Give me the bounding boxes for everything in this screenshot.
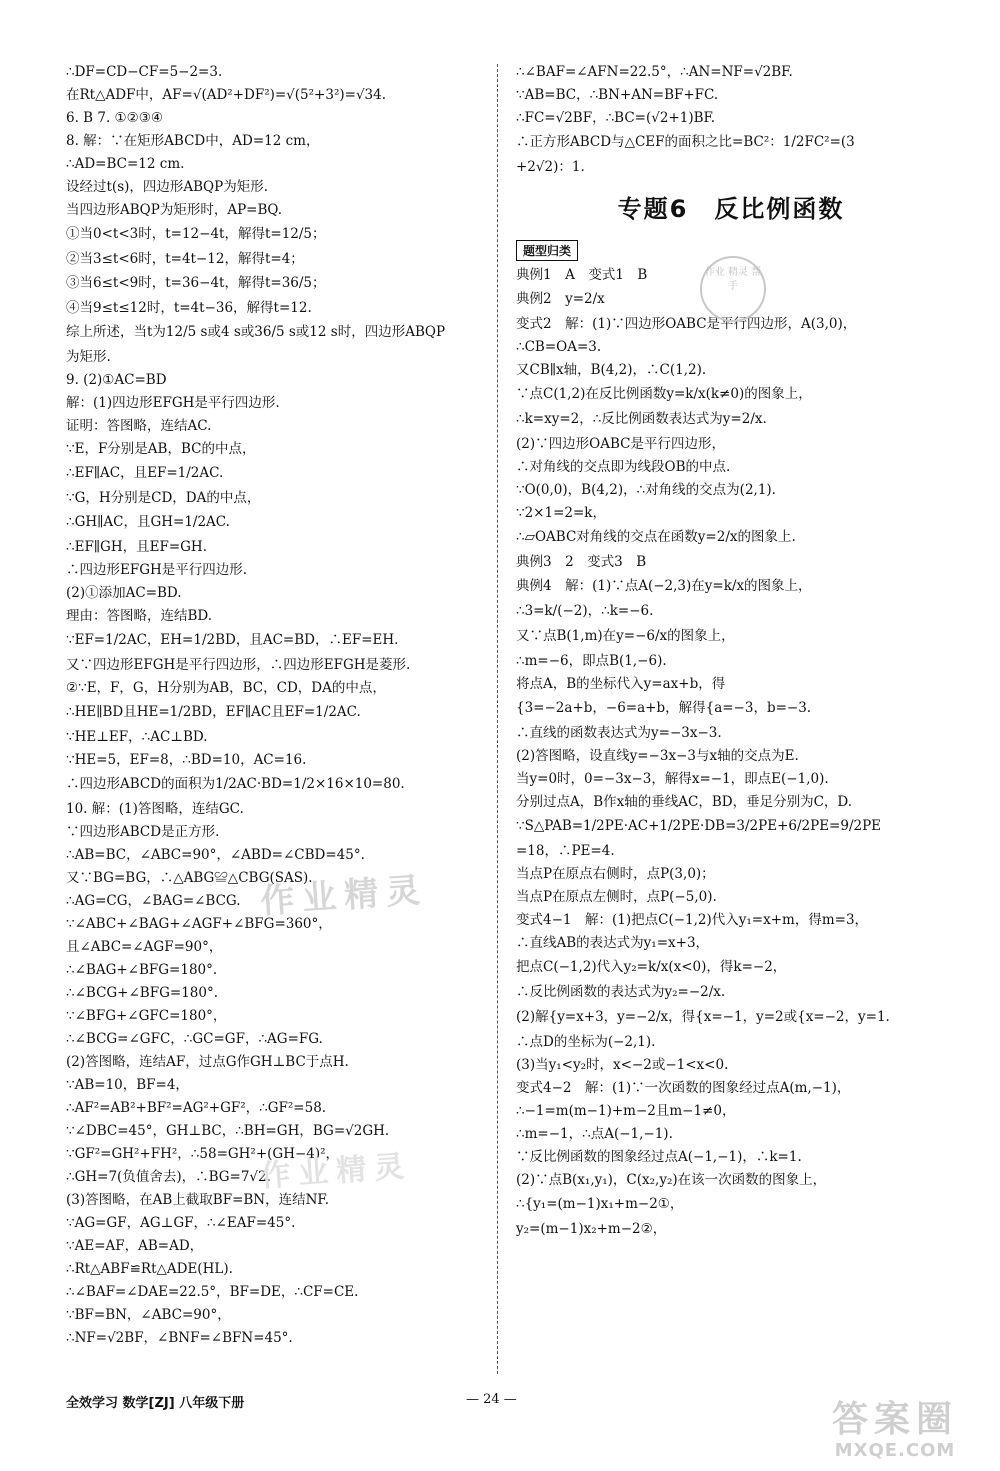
text-line: ∴∠BAF=∠AFN=22.5°，∴AN=NF=√2BF. — [516, 64, 793, 80]
text-line: ∵2×1=2=k， — [516, 505, 606, 521]
text-line: ∵O(0,0)，B(4,2)，∴对角线的交点为(2,1). — [516, 482, 776, 498]
text-line: ∴点D的坐标为(−2,1). — [516, 1034, 656, 1050]
section-tag: 题型归类 — [516, 240, 578, 261]
text-line: ∴DF=CD−CF=5−2=3. — [66, 64, 223, 80]
watermark-stamp: 作业 精灵 帮手 — [700, 256, 766, 322]
text-line: 又CB∥x轴，B(4,2)，∴C(1,2). — [516, 362, 707, 378]
text-line: 变式4−2 解：(1)∵一次函数的图象经过点A(m,−1)， — [516, 1080, 851, 1096]
text-line: ∵四边形ABCD是正方形. — [66, 824, 220, 840]
text-line: ③当6≤t<9时，t=36−4t，解得t=36/5； — [66, 275, 326, 291]
text-line: 变式4−1 解：(1)把点C(−1,2)代入y₁=x+m，得m=3， — [516, 912, 869, 928]
text-line: ②当3≤t<6时，t=4t−12，解得t=4； — [66, 251, 304, 267]
text-line: 9. (2)①AC=BD — [66, 372, 167, 388]
section-title: 专题6 反比例函数 — [617, 195, 845, 223]
text-line: ∵AB=10，BF=4， — [66, 1077, 189, 1093]
text-line: ∵∠BFG+∠GFC=180°， — [66, 1008, 227, 1024]
text-line: ∴四边形ABCD的面积为1/2AC·BD=1/2×16×10=80. — [66, 776, 405, 792]
text-line: 当点P在原点右侧时，点P(3,0)； — [516, 866, 715, 882]
text-line: (3)答图略，在AB上截取BF=BN，连结NF. — [66, 1192, 329, 1208]
text-line: 10. 解：(1)答图略，连结GC. — [66, 801, 244, 817]
text-line: ∴3=k/(−2)，∴k=−6. — [516, 603, 654, 619]
text-line: (2)答图略，设直线y=−3x−3与x轴的交点为E. — [516, 748, 799, 764]
text-line: ∴FC=√2BF，∴BC=(√2+1)BF. — [516, 110, 716, 126]
text-line: 当四边形ABQP为矩形时，AP=BQ. — [66, 202, 283, 218]
text-line: (3)当y₁<y₂时，x<−2或−1<x<0. — [516, 1057, 729, 1073]
watermark-url: MXQE.COM — [834, 1440, 956, 1461]
text-line: ∴EF∥AC，且EF=1/2AC. — [66, 465, 224, 481]
text-line: ∴GH=7(负值舍去)，∴BG=7√2. — [66, 1169, 271, 1185]
text-line: 把点C(−1,2)代入y₂=k/x(x<0)，得k=−2， — [516, 959, 787, 975]
text-line: ∴对角线的交点即为线段OB的中点. — [516, 459, 731, 475]
text-line: 将点A，B的坐标代入y=ax+b，得 — [516, 676, 726, 692]
page-number: — 24 — — [466, 1392, 517, 1407]
text-line: 当点P在原点左侧时，点P(−5,0). — [516, 889, 717, 905]
text-line: ∴k=xy=2，∴反比例函数表达式为y=2/x. — [516, 411, 767, 427]
text-line: ①当0<t<3时，t=12−4t，解得t=12/5； — [66, 226, 326, 242]
text-line: ∴AB=BC，∠ABC=90°，∠ABD=∠CBD=45°. — [66, 847, 365, 863]
text-line: ∴四边形EFGH是平行四边形. — [66, 562, 248, 578]
text-line: ∵G，H分别是CD，DA的中点， — [66, 490, 261, 506]
text-line: 证明：答图略，连结AC. — [66, 418, 212, 434]
text-line: 解：(1)四边形EFGH是平行四边形. — [66, 395, 280, 411]
watermark-text: 作业精灵 — [259, 1148, 414, 1195]
text-line: (2)①添加AC=BD. — [66, 585, 182, 601]
text-line: ∴NF=√2BF，∠BNF=∠BFN=45°. — [66, 1330, 293, 1346]
text-line: ∴∠BCG+∠BFG=180°. — [66, 985, 219, 1001]
text-line: 典例2 y=2/x — [516, 291, 605, 307]
text-line: {3=−2a+b，−6=a+b，解得{a=−3，b=−3. — [516, 700, 812, 716]
text-line: 设经过t(s)，四边形ABQP为矩形. — [66, 179, 268, 195]
text-line: ∴m=−6，即点B(1,−6). — [516, 653, 667, 669]
text-line: ∵HE⊥EF，∴AC⊥BD. — [66, 729, 208, 745]
text-line: ∴−1=m(m−1)+m−2且m−1≠0， — [516, 1103, 736, 1119]
text-line: ∵EF=1/2AC，EH=1/2BD，且AC=BD，∴EF=EH. — [66, 632, 399, 648]
text-line: y₂=(m−1)x₂+m−2②， — [516, 1221, 667, 1237]
text-line: 当y=0时，0=−3x−3，解得x=−1，即点E(−1,0). — [516, 771, 829, 787]
text-line: 典例1 A 变式1 B — [516, 267, 648, 283]
text-line: 分别过点A，B作x轴的垂线AC，BD，垂足分别为C，D. — [516, 794, 853, 810]
text-line: ∴{y₁=(m−1)x₁+m−2①， — [516, 1196, 684, 1212]
text-line: ∵反比例函数的图象经过点A(−1,−1)，∴k=1. — [516, 1149, 802, 1165]
text-line: ∵AB=BC，∴BN+AN=BF+FC. — [516, 87, 719, 103]
text-line: ∴GH∥AC，且GH=1/2AC. — [66, 514, 230, 530]
text-line: ∴Rt△ABF≌Rt△ADE(HL). — [66, 1261, 233, 1277]
text-line: ④当9≤t≤12时，t=4t−36，解得t=12. — [66, 300, 312, 316]
text-line: ∵E，F分别是AB，BC的中点， — [66, 441, 256, 457]
text-line: ∴EF∥GH，且EF=GH. — [66, 539, 207, 555]
text-line: 又∵四边形EFGH是平行四边形，∴四边形EFGH是菱形. — [66, 657, 411, 673]
watermark-logo-text: 答案圈 — [831, 1399, 958, 1440]
text-line: 典例3 2 变式3 B — [516, 554, 647, 570]
text-line: 且∠ABC=∠AGF=90°， — [66, 939, 223, 955]
text-line: ∴反比例函数的表达式为y₂=−2/x. — [516, 984, 726, 1000]
text-line: ∵BF=BN，∠ABC=90°， — [66, 1307, 231, 1323]
right-column-top — [516, 64, 946, 179]
text-line: ∴正方形ABCD与△CEF的面积之比=BC²：1/2FC²=(3 — [516, 134, 855, 150]
text-line: ∵AG=GF，AG⊥GF，∴∠EAF=45°. — [66, 1215, 296, 1231]
text-line: 6. B 7. ①②③④ — [66, 110, 163, 126]
right-column — [516, 64, 946, 1244]
text-line: ∴HE∥BD且HE=1/2BD，EF∥AC且EF=1/2AC. — [66, 704, 361, 720]
text-line: 变式2 解：(1)∵四边形OABC是平行四边形，A(3,0)， — [516, 316, 857, 332]
text-line: (2)解{y=x+3，y=−2/x，得{x=−1，y=2或{x=−2，y=1. — [516, 1009, 890, 1025]
text-line: ∵GF²=GH²+FH²，∴58=GH²+(GH−4)²， — [66, 1146, 340, 1162]
text-line: 为矩形. — [66, 349, 111, 365]
text-line: +2√2)：1. — [516, 159, 585, 175]
text-line: ∵点C(1,2)在反比例函数y=k/x(k≠0)的图象上， — [516, 386, 812, 402]
text-line: ∴∠BCG=∠GFC，∴GC=GF，∴AG=FG. — [66, 1031, 323, 1047]
text-line: ∴直线的函数表达式为y=−3x−3. — [516, 725, 722, 741]
text-line: ∴∠BAF=∠DAE=22.5°，BF=DE，∴CF=CE. — [66, 1284, 359, 1300]
text-line: 8. 解：∵在矩形ABCD中，AD=12 cm， — [66, 133, 320, 149]
corner-watermark — [800, 1400, 990, 1464]
text-line: ∵∠ABC+∠BAG+∠AGF+∠BFG=360°， — [66, 916, 332, 932]
text-line: 典例4 解：(1)∵点A(−2,3)在y=k/x的图象上， — [516, 578, 812, 594]
text-line: ∴AD=BC=12 cm. — [66, 156, 185, 172]
text-line: ∴∠BAG+∠BFG=180°. — [66, 962, 218, 978]
text-line: 综上所述，当t为12/5 s或4 s或36/5 s或12 s时，四边形ABQP — [66, 324, 446, 340]
text-line: (2)答图略，连结AF，过点G作GH⊥BC于点H. — [66, 1054, 349, 1070]
text-line: ∵S△PAB=1/2PE·AC+1/2PE·DB=3/2PE+6/2PE=9/2PE — [516, 818, 882, 834]
text-line: ∵∠DBC=45°，GH⊥BC，∴BH=GH，BG=√2GH. — [66, 1123, 390, 1139]
text-line: ∴直线AB的表达式为y₁=x+3， — [516, 935, 710, 951]
text-line: ∴AF²=AB²+BF²=AG²+GF²，∴GF²=58. — [66, 1100, 327, 1116]
text-line: (2)∵点B(x₁,y₁)，C(x₂,y₂)在该一次函数的图象上， — [516, 1172, 827, 1188]
column-divider — [497, 64, 498, 1374]
text-line: ∴m=−1，∴点A(−1,−1). — [516, 1126, 673, 1142]
text-line: ∴▱OABC对角线的交点在函数y=2/x的图象上. — [516, 529, 796, 545]
text-line: 在Rt△ADF中，AF=√(AD²+DF²)=√(5²+3²)=√34. — [66, 87, 387, 103]
text-line: =18，∴PE=4. — [516, 843, 615, 859]
watermark-text: 作业精灵 — [259, 870, 430, 922]
text-line: (2)∵四边形OABC是平行四边形， — [516, 436, 725, 452]
text-line: ∵AE=AF，AB=AD， — [66, 1238, 204, 1254]
text-line: ∴AG=CG，∠BAG=∠BCG. — [66, 893, 241, 909]
text-line: 又∵点B(1,m)在y=−6/x的图象上， — [516, 628, 735, 644]
right-column-bottom — [516, 267, 946, 1241]
text-line: ∴CB=OA=3. — [516, 339, 602, 355]
text-line: 又∵BG=BG，∴△ABG≌△CBG(SAS). — [66, 870, 313, 886]
book-title: 全效学习 数学[ZJ] 八年级下册 — [66, 1396, 245, 1411]
text-line: 理由：答图略，连结BD. — [66, 608, 213, 624]
text-line: ②∵E，F，G，H分别为AB，BC，CD，DA的中点， — [66, 680, 386, 696]
text-line: ∵HE=5，EF=8，∴BD=10，AC=16. — [66, 752, 307, 768]
